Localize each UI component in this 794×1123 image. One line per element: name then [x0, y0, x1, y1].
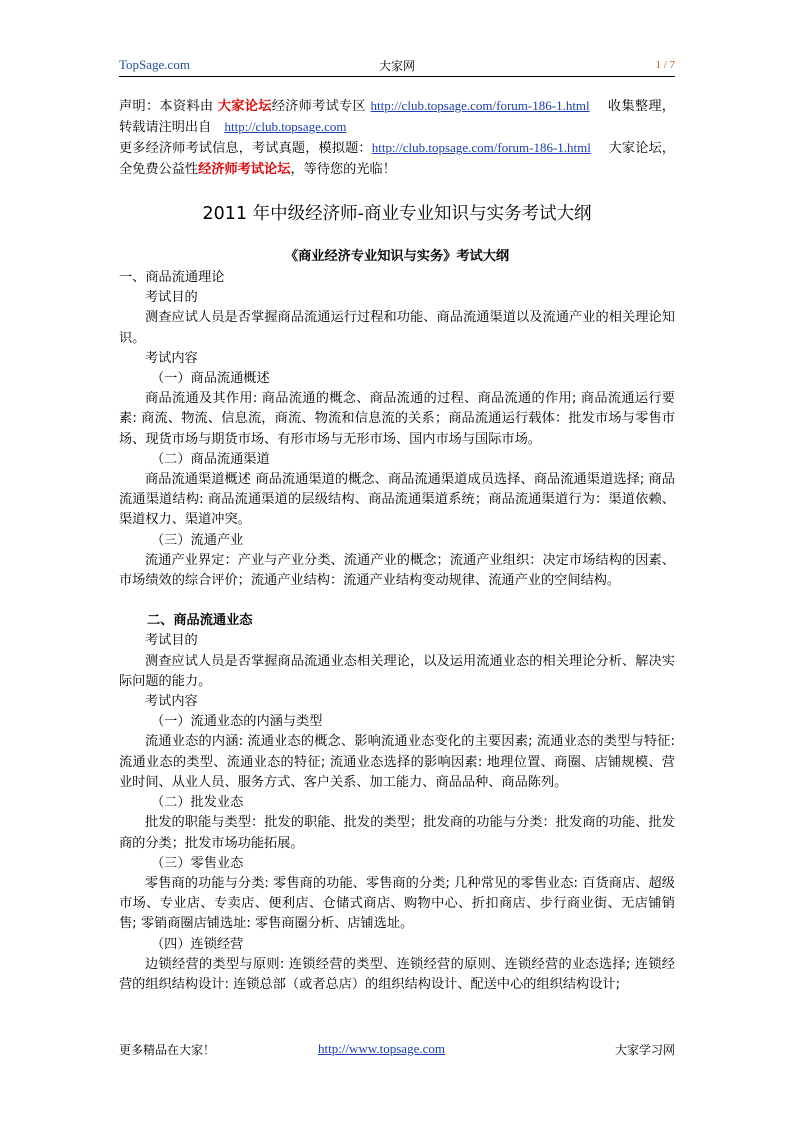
section-1-goal-text: 测查应试人员是否掌握商品流通运行过程和功能、商品流通渠道以及流通产业的相关理论知识。 [119, 310, 675, 346]
section-1-sub-2-title: （二）商品流通渠道 [151, 451, 270, 467]
section-1-sub-3-title: （三）流通产业 [151, 532, 244, 548]
section-1-sub-1-title: （一）商品流通概述 [151, 371, 270, 387]
section-1-sub-3-text: 流通产业界定：产业与产业分类、流通产业的概念；流通产业组织：决定市场结构的因素、市场绩效的综合评价；流通产业结构：流通产业结构变动规律、流通产业的空间结构。 [119, 552, 675, 589]
page-footer [119, 1041, 675, 1061]
notice-text: 经济师考试专区 [271, 99, 371, 114]
forum-link[interactable]: http://club.topsage.com/forum-186-1.html [370, 98, 590, 113]
footer-right-text: 大家学习网 [614, 1043, 675, 1057]
section-2-sub-2-title: （二）批发业态 [151, 795, 244, 811]
section-1-sub-2-text: 商品流通渠道概述 商品流通渠道的概念、商品流通渠道成员选择、商品流通渠道选择; 商品流通渠道结构: 商品流通渠道的层级结构、商品流通渠道系统；商品流通渠道行为：渠道依赖、渠道权力、渠道冲突。 [119, 472, 675, 528]
header-site-name: TopSage.com [119, 57, 190, 72]
document-body [119, 96, 675, 995]
header-page-number: 1 / 7 [655, 59, 675, 71]
section-2-sub-3-title: （三）零售业态 [151, 855, 244, 871]
notice-paragraph-1 [119, 96, 675, 138]
notice-paragraph-2 [119, 138, 675, 179]
section-2-sub-4-title: （四）连锁经营 [151, 936, 244, 952]
section-2-heading: 二、商品流通业态 [147, 613, 253, 629]
section-2-goal-text: 测查应试人员是否掌握商品流通业态相关理论，以及运用流通业态的相关理论分析、解决实际问题的能力。 [119, 653, 675, 689]
section-2-sub-4-text: 边锁经营的类型与原则: 连锁经营的类型、连锁经营的原则、连锁经营的业态选择; 连锁经营的组织结构设计: 连锁总部（或者总店）的组织结构设计、配送中心的组织结构设计; [119, 956, 675, 992]
section-1-sub-1-text: 商品流通及其作用: 商品流通的概念、商品流通的过程、商品流通的作用; 商品流通运行要素: 商流、物流、信息流，商流、物流和信息流的关系；商品流通运行载体：批发市场与零售市场、现货市场与期货市场、有形市场与无形市场、国内市场与国际市场。 [119, 391, 675, 447]
section-1-goal-label: 考试目的 [145, 290, 198, 306]
notice-text: 收集整理，转载请注明出自 [119, 99, 675, 136]
section-2-sub-3-text: 零售商的功能与分类: 零售商的功能、零售商的分类; 几种常见的零售业态: 百货商店、超级市场、专业店、专卖店、便利店、仓储式商店、购物中心、折扣商店、步行商业街、无店铺销售; 零销商圈店铺选址: 零售商圈分析、店铺选址。 [119, 875, 675, 932]
notice-text: 大家论坛，全免费公益性 [119, 141, 675, 177]
section-2-sub-1-title: （一）流通业态的内涵与类型 [151, 714, 323, 730]
section-1-heading: 一、商品流通理论 [119, 270, 225, 286]
notice-text: 声明：本资料由 [119, 99, 218, 114]
notice-text: ，等待您的光临！ [290, 161, 396, 177]
section-2-sub-1-text: 流通业态的内涵: 流通业态的概念、影响流通业态变化的主要因素; 流通业态的类型与特征: 流通业态的类型、流通业态的特征; 流通业态选择的影响因素: 地理位置、商圈、店铺规模、营业时间、从业人员、服务方式、客户关系、加工能力、商品品种、商品陈列。 [119, 734, 675, 790]
notice-red-forum: 大家论坛 [217, 99, 272, 114]
footer-left-text: 更多精品在大家！ [119, 1043, 216, 1057]
notice-red-exam-forum: 经济师考试论坛 [198, 161, 291, 177]
header-rule [119, 76, 675, 77]
document-subtitle: 《商业经济专业知识与实务》考试大纲 [284, 248, 510, 264]
header-center-title: 大家网 [378, 59, 415, 73]
section-2-content-label: 考试内容 [145, 694, 198, 710]
notice-text: 更多经济师考试信息，考试真题，模拟题： [119, 141, 372, 157]
section-2-goal-label: 考试目的 [145, 633, 198, 649]
page-header [119, 57, 675, 77]
footer-site-link[interactable]: http://www.topsage.com [318, 1041, 445, 1056]
forum-link-2[interactable]: http://club.topsage.com/forum-186-1.html [371, 140, 591, 156]
document-title: 2011 年中级经济师-商业专业知识与实务考试大纲 [202, 203, 592, 224]
section-2-sub-2-text: 批发的职能与类型：批发的职能、批发的类型；批发商的功能与分类：批发商的功能、批发商的分类；批发市场功能拓展。 [119, 815, 675, 851]
section-1-content-label: 考试内容 [145, 350, 198, 366]
club-link[interactable]: http://club.topsage.com [224, 119, 347, 135]
